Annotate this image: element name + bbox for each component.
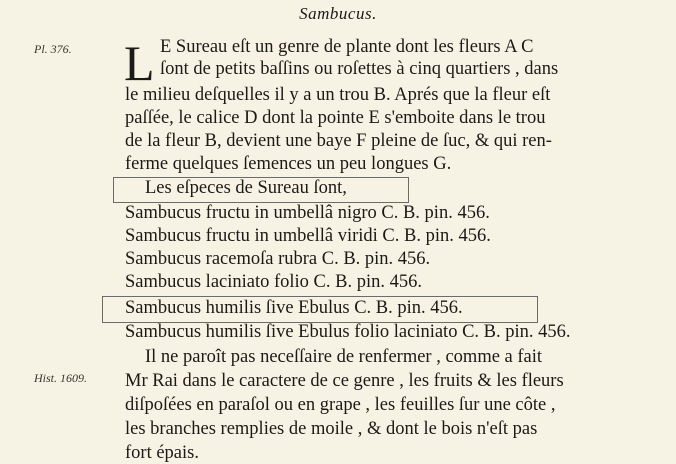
running-header: Sambucus. xyxy=(299,4,377,23)
species-item: Sambucus humilis ſive Ebulus folio laciniato C. B. pin. 456. xyxy=(125,322,571,342)
margin-note-history: Hist. 1609. xyxy=(34,371,88,385)
margin-note-plate: Pl. 376. xyxy=(34,42,72,56)
species-item: Sambucus racemoſa rubra C. B. pin. 456. xyxy=(125,249,431,269)
text-line: le milieu deſquelles il y a un trou B. Aprés que la fleur eſt xyxy=(125,85,551,105)
species-item: Sambucus humilis ſive Ebulus C. B. pin. 456. xyxy=(125,298,463,318)
species-item: Sambucus fructu in umbellâ viridi C. B. pin. 456. xyxy=(125,226,491,246)
text-line: ferme quelques ſemences un peu longues G. xyxy=(125,154,452,174)
species-heading: Les eſpeces de Sureau ſont, xyxy=(145,178,347,198)
highlight-box[interactable] xyxy=(113,177,409,203)
text-line: E Sureau eſt un genre de plante dont les fleurs A C xyxy=(160,37,534,57)
text-line: paſſée, le calice D dont la pointe E s'emboite dans le trou xyxy=(125,108,546,128)
text-line: fort épais. xyxy=(125,443,199,463)
text-line: de la fleur B, devient une baye F pleine de ſuc, & qui ren- xyxy=(125,131,552,151)
text-line: ſont de petits baſſins ou roſettes à cinq quartiers , dans xyxy=(160,59,559,79)
text-line: les branches remplies de moile , & dont le bois n'eſt pas xyxy=(125,419,538,439)
species-item: Sambucus fructu in umbellâ nigro C. B. pin. 456. xyxy=(125,203,490,223)
text-line: diſpoſées en paraſol ou en grape , les feuilles ſur une côte , xyxy=(125,395,556,415)
species-item: Sambucus laciniato folio C. B. pin. 456. xyxy=(125,272,423,292)
text-line: Il ne paroît pas neceſſaire de renfermer , comme a fait xyxy=(145,347,543,367)
text-line: Mr Rai dans le caractere de ce genre , les fruits & les fleurs xyxy=(125,371,564,391)
drop-cap: L xyxy=(124,35,155,91)
highlight-box[interactable] xyxy=(102,296,538,323)
